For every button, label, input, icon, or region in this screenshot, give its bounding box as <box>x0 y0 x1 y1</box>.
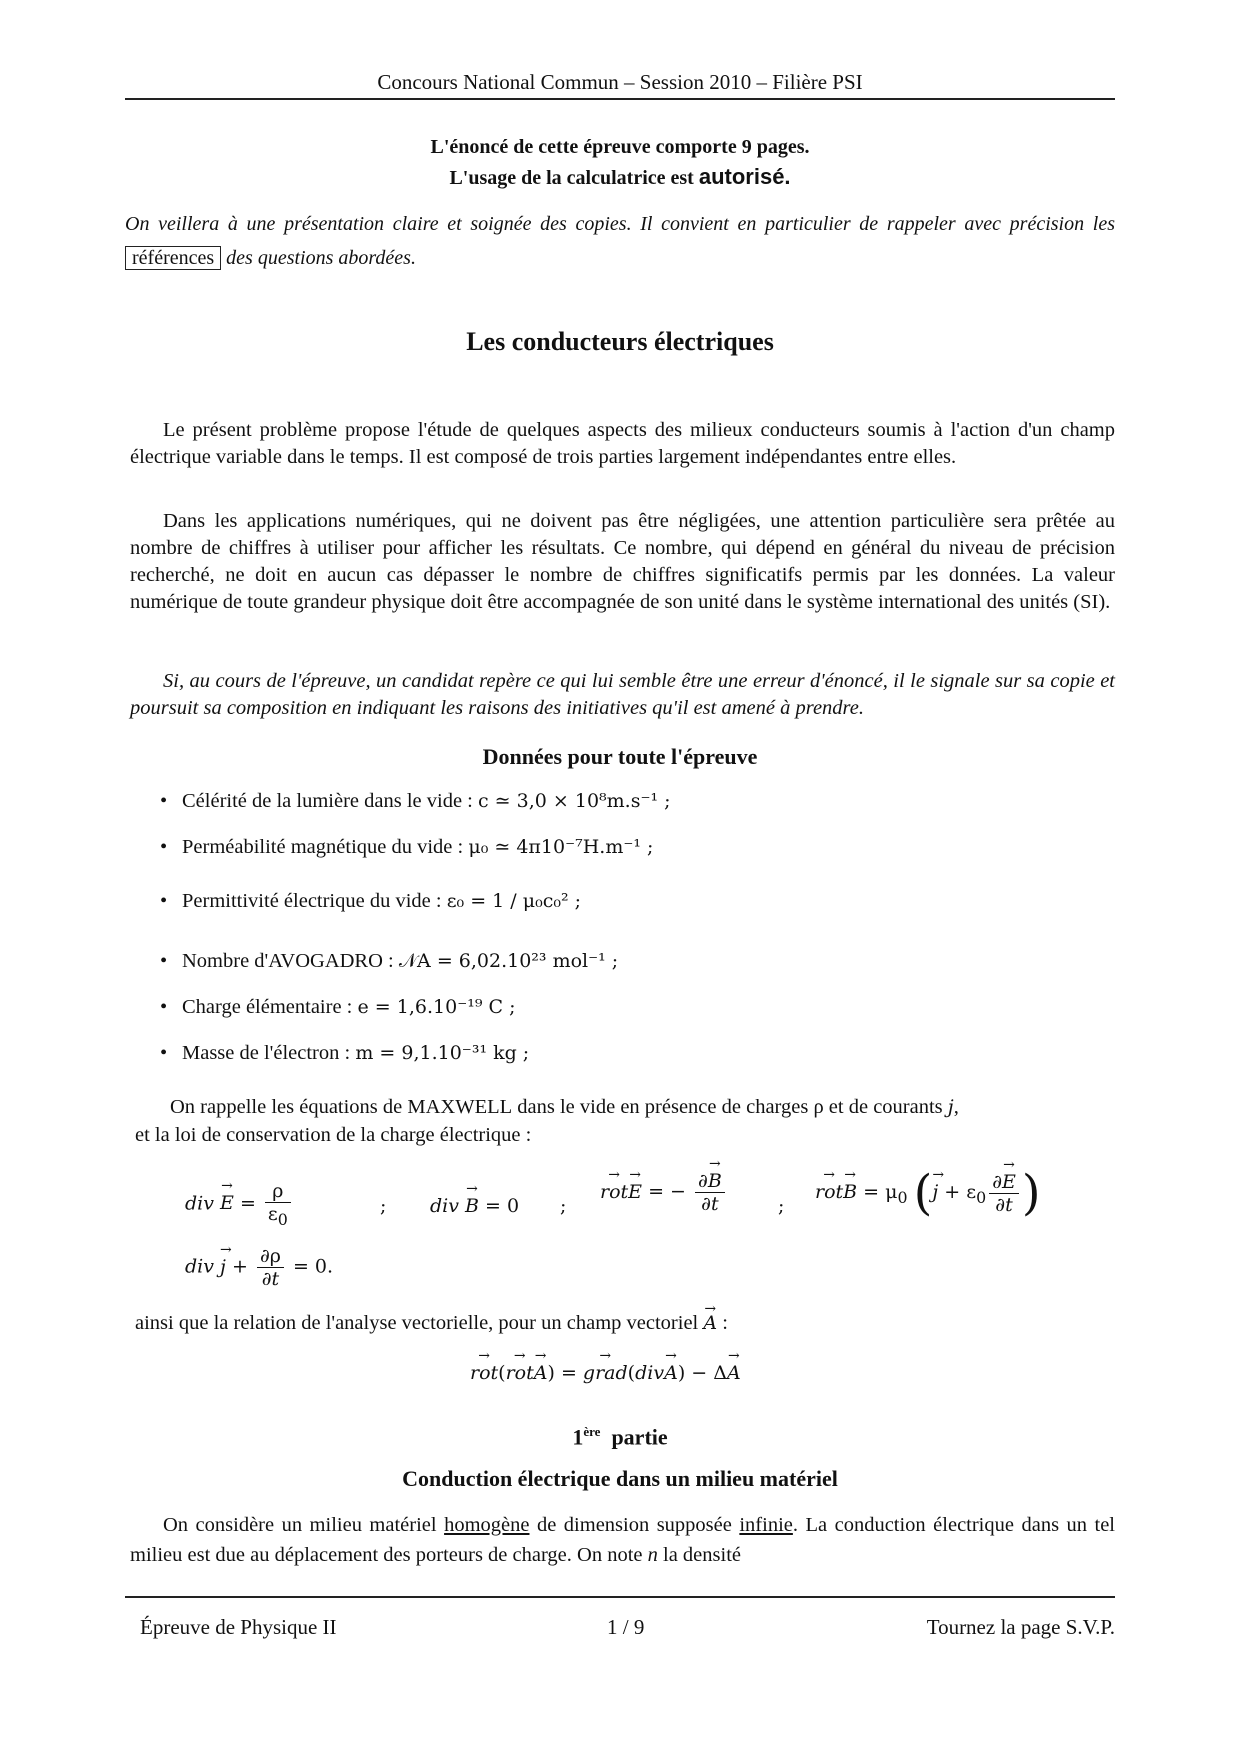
intro-pages: L'énoncé de cette épreuve comporte 9 pages. <box>430 136 810 158</box>
intro-calc-allowed: autorisé. <box>698 164 791 189</box>
equation-separator: ; <box>560 1195 567 1217</box>
maxwell-flux-equation: div → B = 0 <box>430 1195 519 1217</box>
intro-calc-text: L'usage de la calculatrice est <box>449 167 699 189</box>
data-item: • Masse de l'électron : m = 9,1.10⁻³¹ kg ; <box>160 1042 530 1064</box>
maxwell-intro-2: et la loi de conservation de la charge électrique : <box>135 1124 532 1146</box>
maxwell-faraday-equation: → rot→ E = − $\frac{\partial\to B}{\partial t}$ <box>600 1170 728 1215</box>
page-header: Concours National Commun – Session 2010 – Filière PSI <box>377 70 863 94</box>
underline-homogene: homogène <box>444 1514 530 1536</box>
part1-heading: 1ère partie <box>572 1424 668 1450</box>
footer-left: Épreuve de Physique II <box>140 1615 337 1639</box>
data-item: • Célérité de la lumière dans le vide : c ≃ 3,0 × 10⁸m.s⁻¹ ; <box>160 790 671 812</box>
equation-separator: ; <box>380 1195 387 1217</box>
footer-right: Tournez la page S.V.P. <box>926 1615 1115 1639</box>
vector-identity-equation: → rot(→ rot→ A) = → grad(div→ A) − Δ→ A <box>470 1362 741 1384</box>
intro-calculator <box>125 162 1115 193</box>
maxwell-name: MAXWELL <box>407 1096 513 1118</box>
part1-paragraph: On considère un milieu matériel homogène de dimension supposée infinie. La conduction électrique dans un tel milieu est due au déplacement des porteurs de charge. On note n la densité <box>130 1514 1116 1566</box>
underline-infinie: infinie <box>739 1514 793 1536</box>
paragraph-intro: Le présent problème propose l'étude de quelques aspects des milieux conducteurs soumis à l'action d'un champ électrique variable dans le temps. Il est composé de trois parties largement indépendantes entre elles. <box>130 419 1115 468</box>
intro-block <box>125 133 1115 193</box>
note-part1: On veillera à une présentation claire et soignée des copies. Il convient en particulier de rappeler avec précision les <box>125 213 1115 235</box>
footer-rule <box>125 1596 1115 1598</box>
part1-subtitle: Conduction électrique dans un milieu matériel <box>402 1466 838 1491</box>
header-rule <box>125 98 1115 100</box>
presentation-note <box>125 207 1115 275</box>
maxwell-ampere-equation: → $rot\to B = \mu_0$ (→ $j + \varepsilon_0$ $\frac{\partial\to E}{\partial t}$ ) <box>815 1165 1041 1221</box>
data-item: • Nombre d'AVOGADRO : 𝒩A = 6,02.10²³ mol⁻¹ ; <box>160 950 619 972</box>
charge-conservation-equation: div → j + $\frac{\partial\rho}{\partial t}$ = 0. <box>185 1245 333 1290</box>
data-item: • Perméabilité magnétique du vide : μ₀ ≃ 4π10⁻⁷H.m⁻¹ ; <box>160 836 654 858</box>
equation-separator: ; <box>778 1195 785 1217</box>
data-section-title: Données pour toute l'épreuve <box>482 744 758 769</box>
maxwell-gauss-equation: div → E = $\frac{\rho}{\varepsilon_0}$ <box>185 1180 294 1229</box>
maxwell-intro: On rappelle les équations de MAXWELL dans le vide en présence de charges ρ et de courants j, <box>170 1096 959 1118</box>
paragraph-numerics: Dans les applications numériques, qui ne doivent pas être négligées, une attention particulière sera prêtée au nombre de chiffres à utiliser pour afficher les résultats. Ce nombre, qui dépend en général du niveau de précision recherché, ne doit en aucun cas dépasser le nombre de chiffres significatifs permis par les données. La valeur numérique de toute grandeur physique doit être accompagnée de son unité dans le système international des unités (SI). <box>130 510 1115 613</box>
page-title: Les conducteurs électriques <box>466 327 774 356</box>
paragraph-errors: Si, au cours de l'épreuve, un candidat repère ce qui lui semble être une erreur d'énoncé, il le signale sur sa copie et poursuit sa composition en indiquant les raisons des initiatives qu'il est amené à prendre. <box>130 670 1115 719</box>
data-item: • Charge élémentaire : e = 1,6.10⁻¹⁹ C ; <box>160 996 516 1018</box>
note-boxed-references: références <box>125 246 221 270</box>
vector-analysis-intro: ainsi que la relation de l'analyse vectorielle, pour un champ vectoriel → A : <box>135 1310 1120 1337</box>
footer-page-number: 1 / 9 <box>607 1615 645 1639</box>
note-part2: des questions abordées. <box>221 247 416 269</box>
data-item: • Permittivité électrique du vide : ε₀ = 1 / μ₀c₀² ; <box>160 890 582 912</box>
